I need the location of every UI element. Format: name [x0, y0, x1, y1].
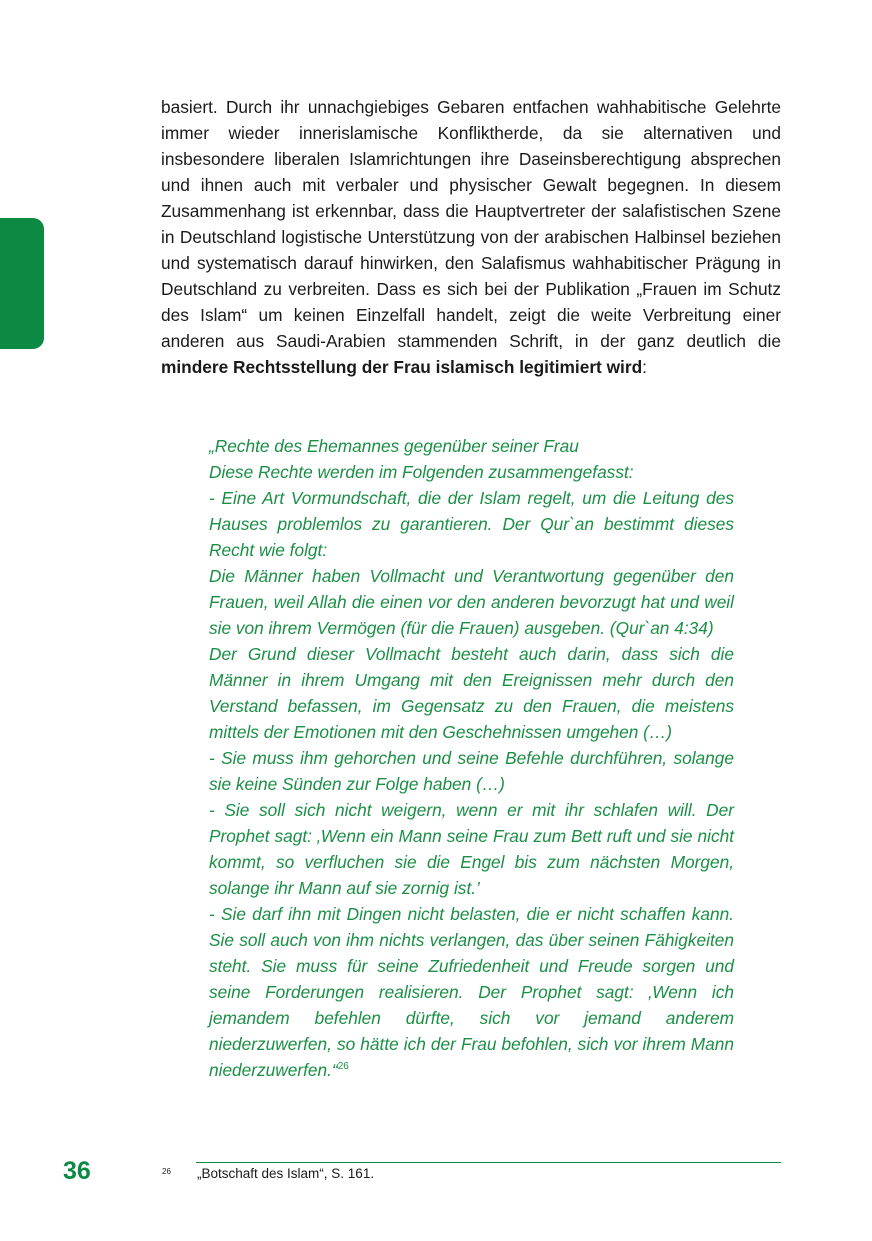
body-text-bold: mindere Rechtsstellung der Frau islamisch legitimiert wird [161, 357, 643, 377]
quote-paragraph-1: - Eine Art Vormundschaft, die der Islam regelt, um die Leitung des Hauses problemlos zu garantieren. Der Qur`an bestimmt dieses Recht wie folgt: [209, 488, 734, 560]
quote-paragraph-6: - Sie darf ihn mit Dingen nicht belasten, die er nicht schaffen kann. Sie soll auch von ihm nichts verlangen, das über seinen Fähigkeiten steht. Sie muss für seine Zufriedenheit und Freude sorgen und seine Forderungen realisieren. Der Prophet sagt: ‚Wenn ich jemandem befehlen dürfte, sich vor jemand anderem niederzuwerfen, so hätte ich der Frau befohlen, sich vor ihrem Mann niederzuwerfen.“ [209, 904, 734, 1080]
body-text-start: basiert. Durch ihr unnachgiebiges Gebaren entfachen wahhabitische Gelehrte immer wieder innerislamische Konfliktherde, da sie alternativen und insbesondere liberalen Islamrichtungen ihre Daseinsberechtigung absprechen und ihnen auch mit verbaler und physischer Gewalt begegnen. In diesem Zusammenhang ist erkennbar, dass die Hauptvertreter der salafistischen Szene in Deutschland logistische Unterstützung von der arabischen Halbinsel beziehen und systematisch darauf hinwirken, den Salafismus wahhabitischer Prägung in Deutschland zu verbreiten. Dass es sich bei der Publikation „Frauen im Schutz des Islam“ um keinen Einzelfall handelt, zeigt die weite Verbreitung einer anderen aus Saudi-Arabien stammenden Schrift, in der ganz deutlich die [161, 97, 781, 351]
body-text-end: : [642, 357, 647, 377]
footnote-reference[interactable]: 26 [337, 1061, 349, 1072]
footnote-divider [196, 1162, 781, 1163]
quote-paragraph-4: - Sie muss ihm gehorchen und seine Befehle durchführen, solange sie keine Sünden zur Folge haben (…) [209, 748, 734, 794]
page-number: 36 [63, 1157, 91, 1185]
quote-paragraph-2: Die Männer haben Vollmacht und Verantwortung gegenüber den Frauen, weil Allah die einen vor den anderen bevorzugt hat und weil sie von ihrem Vermögen (für die Frauen) ausgeben. (Qur`an 4:34) [209, 566, 734, 638]
body-paragraph [161, 94, 781, 380]
quote-intro: Diese Rechte werden im Folgenden zusammengefasst: [209, 462, 634, 482]
footnote-number: 26 [162, 1167, 171, 1176]
quote-heading: „Rechte des Ehemannes gegenüber seiner Frau [209, 436, 579, 456]
footnote-text: „Botschaft des Islam“, S. 161. [197, 1166, 375, 1181]
chapter-tab-marker [0, 218, 44, 349]
block-quote [209, 433, 734, 1083]
quote-paragraph-5: - Sie soll sich nicht weigern, wenn er mit ihr schlafen will. Der Prophet sagt: ‚Wenn ein Mann seine Frau zum Bett ruft und sie nicht kommt, so verfluchen sie die Engel bis zum nächsten Morgen, solange ihr Mann auf sie zornig ist.’ [209, 800, 734, 898]
quote-paragraph-6-wrap [209, 901, 734, 1083]
quote-paragraph-3: Der Grund dieser Vollmacht besteht auch darin, dass sich die Männer in ihrem Umgang mit den Ereignissen mehr durch den Verstand befassen, im Gegensatz zu den Frauen, die meistens mittels der Emotionen mit den Geschehnissen umgehen (…) [209, 644, 734, 742]
